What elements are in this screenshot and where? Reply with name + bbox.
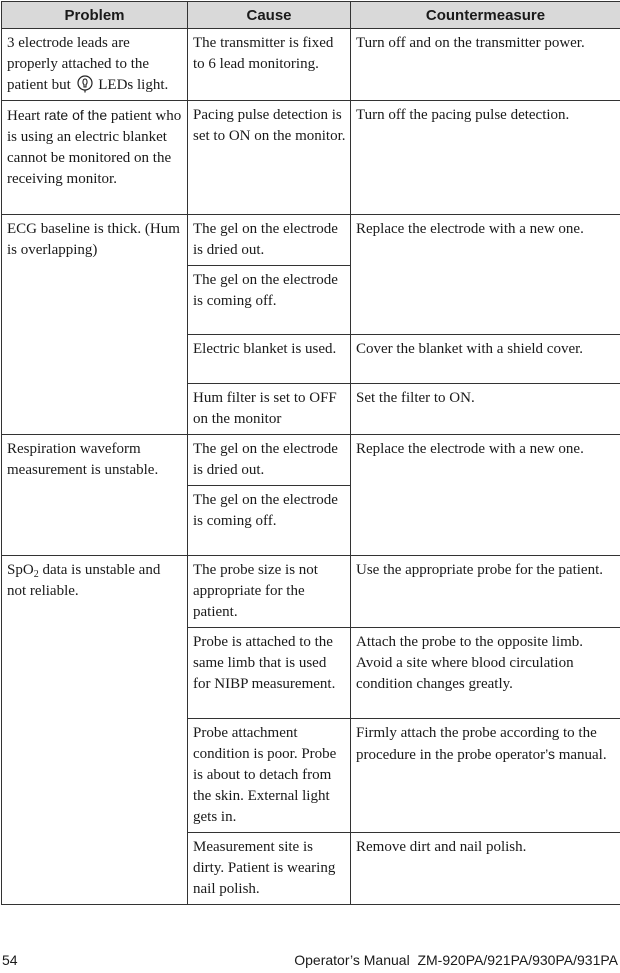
header-cause: Cause [188, 2, 351, 29]
cause-cell: The probe size is not appropriate for the patient. [188, 556, 351, 628]
problem-cell: Respiration waveform measurement is unstable. [2, 435, 188, 556]
problem-cell: 3 electrode leads are properly attached to the patient but LEDs light. [2, 29, 188, 101]
cause-cell: Probe attachment condition is poor. Probe is about to detach from the skin. External light gets in. [188, 719, 351, 833]
header-problem: Problem [2, 2, 188, 29]
cause-cell: The gel on the electrode is coming off. [188, 266, 351, 335]
cause-cell: The gel on the electrode is dried out. [188, 215, 351, 266]
countermeasure-cell: Replace the electrode with a new one. [351, 215, 620, 335]
countermeasure-cell: Attach the probe to the opposite limb. Avoid a site where blood circulation condition changes greatly. [351, 628, 620, 719]
problem-cell: SpO$_2$ data is unstable and not reliable. [2, 556, 188, 905]
table-header-row [2, 2, 620, 29]
problem-cell: ECG baseline is thick. (Hum is overlapping) [2, 215, 188, 435]
cause-cell: Measurement site is dirty. Patient is wearing nail polish. [188, 833, 351, 905]
countermeasure-cell: Turn off the pacing pulse detection. [351, 101, 620, 215]
cause-cell: The transmitter is fixed to 6 lead monitoring. [188, 29, 351, 101]
table-row [2, 435, 620, 486]
countermeasure-cell: Turn off and on the transmitter power. [351, 29, 620, 101]
table-row [2, 556, 620, 628]
page-number: 54 [2, 952, 18, 968]
cause-cell: The gel on the electrode is dried out. [188, 435, 351, 486]
page-footer [0, 952, 620, 972]
countermeasure-cell: Firmly attach the probe according to the procedure in the probe operator’s manual. [351, 719, 620, 833]
countermeasure-cell: Use the appropriate probe for the patient. [351, 556, 620, 628]
table-row [2, 101, 620, 215]
led-icon [75, 75, 95, 93]
countermeasure-cell: Remove dirt and nail polish. [351, 833, 620, 905]
cause-cell: Electric blanket is used. [188, 335, 351, 384]
countermeasure-cell: Replace the electrode with a new one. [351, 435, 620, 556]
problem-cell: Heart rate of the patient who is using an electric blanket cannot be monitored on the receiving monitor. [2, 101, 188, 215]
table-row [2, 215, 620, 266]
cause-cell: Pacing pulse detection is set to ON on the monitor. [188, 101, 351, 215]
table-row [2, 29, 620, 101]
cause-cell: Probe is attached to the same limb that is used for NIBP measurement. [188, 628, 351, 719]
cause-cell: Hum filter is set to OFF on the monitor [188, 384, 351, 435]
cause-cell: The gel on the electrode is coming off. [188, 486, 351, 556]
countermeasure-cell: Cover the blanket with a shield cover. [351, 335, 620, 384]
countermeasure-cell: Set the filter to ON. [351, 384, 620, 435]
manual-title: Operator’s Manual ZM-920PA/921PA/930PA/931PA [294, 952, 618, 968]
troubleshooting-table [1, 1, 620, 905]
header-countermeasure: Countermeasure [351, 2, 620, 29]
